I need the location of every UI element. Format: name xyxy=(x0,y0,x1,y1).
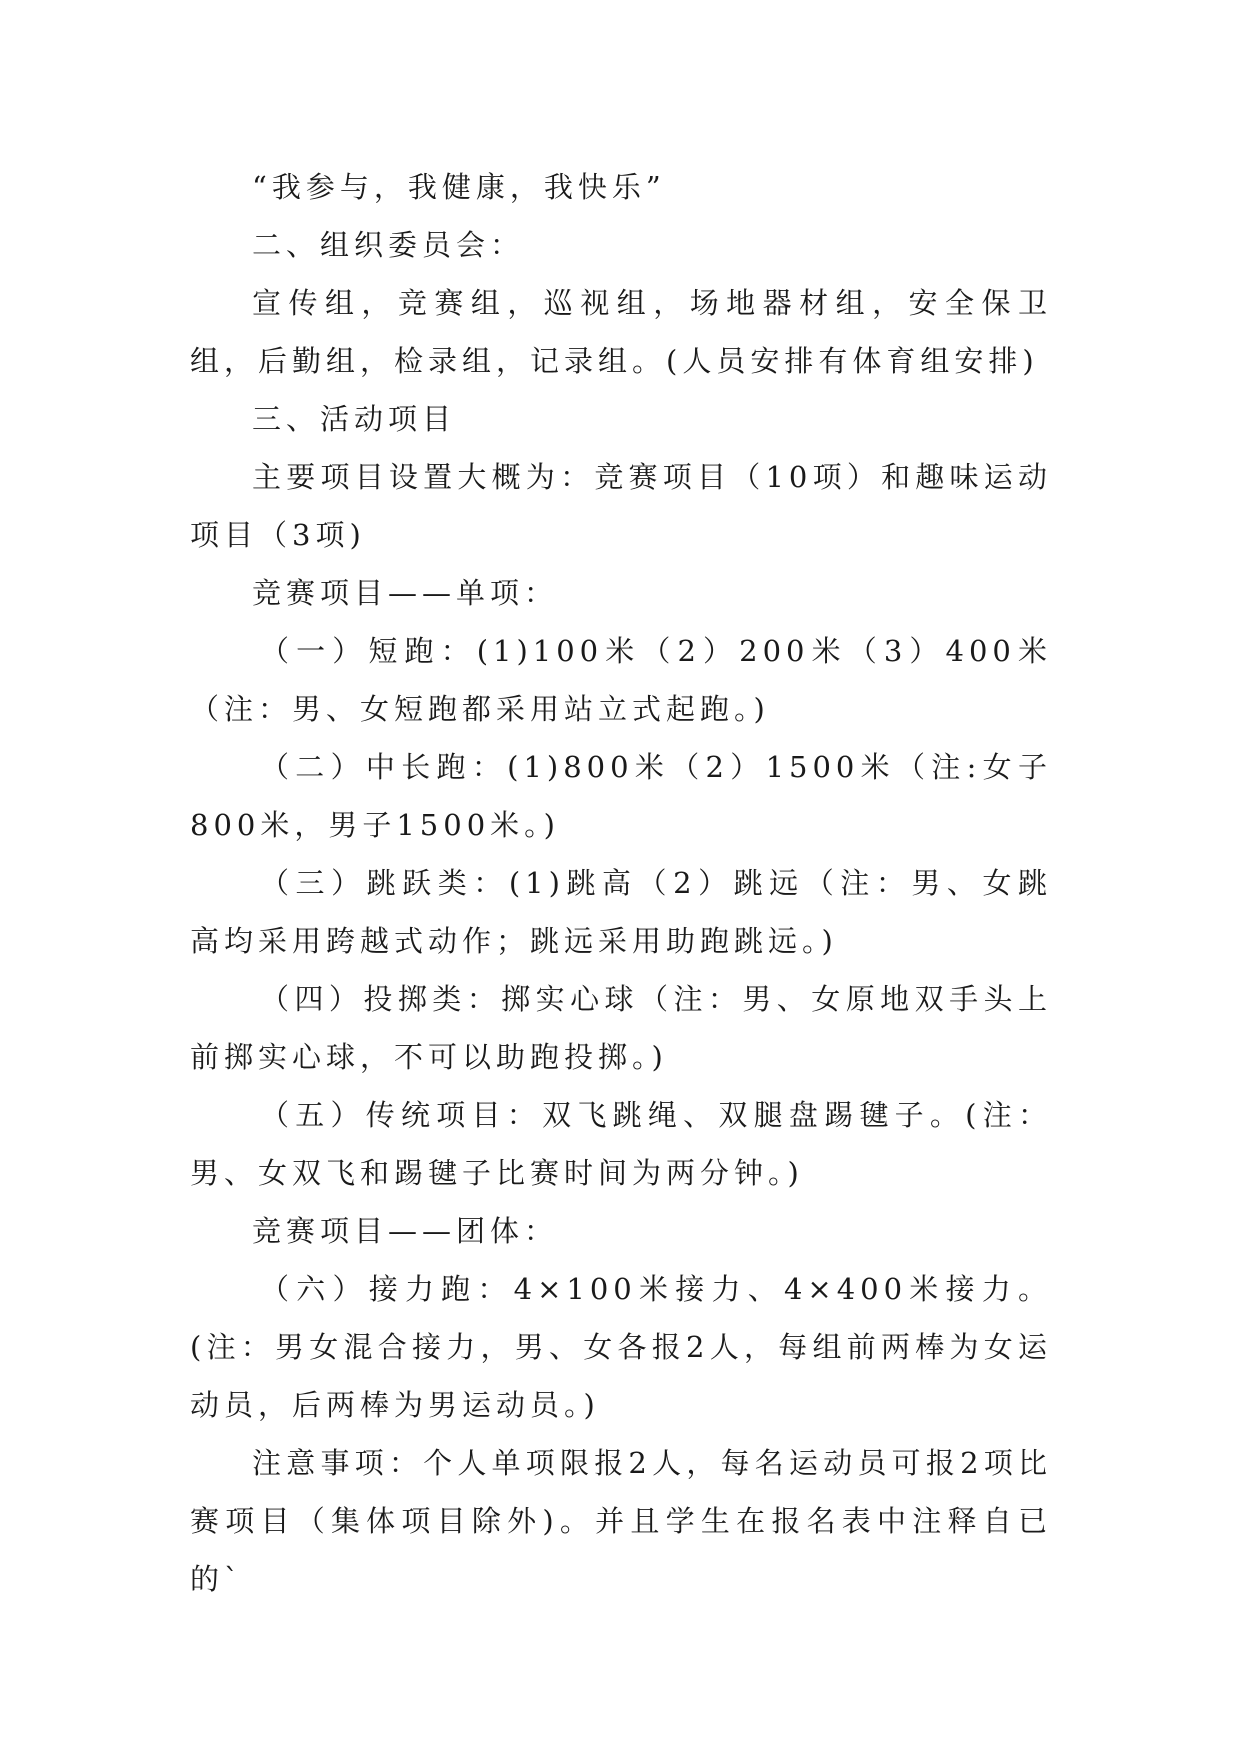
document-body xyxy=(190,158,1052,1608)
committee-groups-paragraph: 宣传组，竞赛组，巡视组，场地器材组，安全保卫组，后勤组，检录组，记录组。(人员安排有体育组安排) xyxy=(190,286,1052,378)
events-overview-paragraph: 主要项目设置大概为：竞赛项目（10项）和趣味运动项目（3项) xyxy=(190,460,1052,552)
event-relay-paragraph: （六）接力跑：4×100米接力、4×400米接力。(注：男女混合接力，男、女各报2人，每组前两棒为女运动员，后两棒为男运动员。) xyxy=(190,1272,1052,1422)
event-sprint-paragraph: （一）短跑：(1)100米（2）200米（3）400米（注：男、女短跑都采用站立式起跑。) xyxy=(190,634,1052,726)
event-throwing-paragraph: （四）投掷类：掷实心球（注：男、女原地双手头上前掷实心球，不可以助跑投掷。) xyxy=(190,982,1052,1074)
section-heading-organizing-committee: 二、组织委员会： xyxy=(252,228,525,262)
notes-paragraph: 注意事项：个人单项限报2人，每名运动员可报2项比赛项目（集体项目除外)。并且学生在报名表中注释自已的` xyxy=(190,1446,1052,1596)
event-middle-distance-paragraph: （二）中长跑：(1)800米（2）1500米（注:女子800米，男子1500米。) xyxy=(190,750,1052,842)
subheading-team-events: 竞赛项目——团体： xyxy=(252,1214,559,1248)
slogan-paragraph: “我参与，我健康，我快乐” xyxy=(252,170,666,204)
event-traditional-paragraph: （五）传统项目：双飞跳绳、双腿盘踢毽子。(注：男、女双飞和踢毽子比赛时间为两分钟。) xyxy=(190,1098,1052,1190)
event-jumping-paragraph: （三）跳跃类：(1)跳高（2）跳远（注：男、女跳高均采用跨越式动作；跳远采用助跑跳远。) xyxy=(190,866,1052,958)
subheading-individual-events: 竞赛项目——单项： xyxy=(252,576,559,610)
section-heading-activities: 三、活动项目 xyxy=(252,402,457,436)
